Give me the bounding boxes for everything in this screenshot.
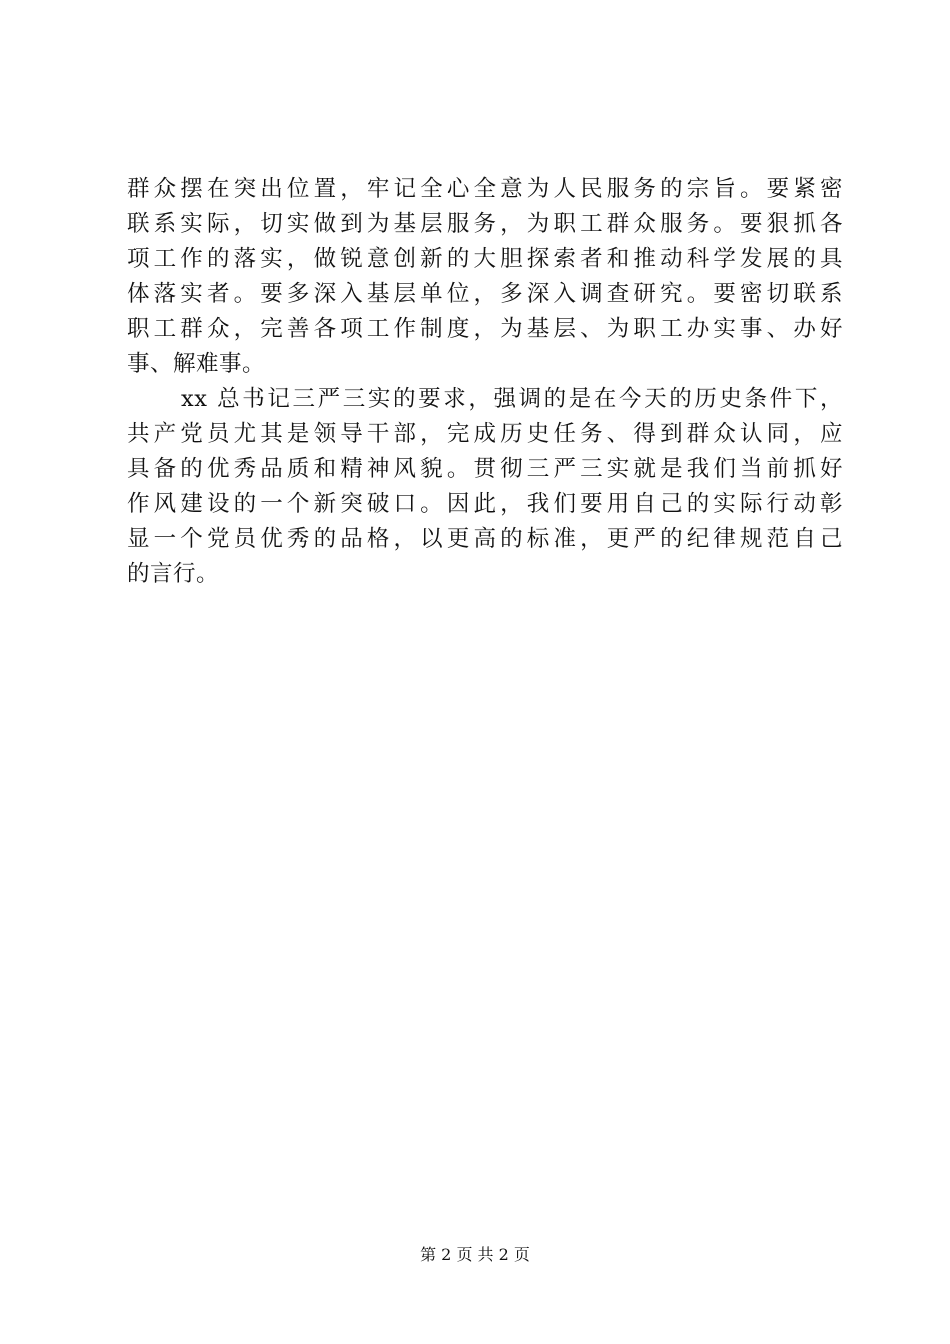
text-line: 项工作的落实，做锐意创新的大胆探索者和推动科学发展的具	[127, 246, 843, 272]
paragraph-2	[127, 382, 843, 592]
text-line: 联系实际，切实做到为基层服务，为职工群众服务。要狠抓各	[127, 211, 843, 237]
text-line: 显一个党员优秀的品格，以更高的标准，更严的纪律规范自己	[127, 526, 843, 552]
text-line: 作风建设的一个新突破口。因此，我们要用自己的实际行动彰	[127, 491, 843, 517]
text-line: 共产党员尤其是领导干部，完成历史任务、得到群众认同，应	[127, 421, 843, 447]
paragraph-1	[127, 172, 843, 382]
text-line: 职工群众，完善各项工作制度，为基层、为职工办实事、办好	[127, 316, 843, 342]
text-line: 具备的优秀品质和精神风貌。贯彻三严三实就是我们当前抓好	[127, 456, 843, 482]
text-line: 事、解难事。	[127, 351, 266, 377]
text-line: xx 总书记三严三实的要求，强调的是在今天的历史条件下，	[181, 386, 843, 412]
text-line: 的言行。	[127, 561, 220, 587]
page-number-footer: 第 2 页 共 2 页	[420, 1245, 530, 1264]
body-text	[127, 172, 843, 592]
text-line: 体落实者。要多深入基层单位，多深入调查研究。要密切联系	[127, 281, 843, 307]
text-line: 群众摆在突出位置，牢记全心全意为人民服务的宗旨。要紧密	[127, 176, 843, 202]
